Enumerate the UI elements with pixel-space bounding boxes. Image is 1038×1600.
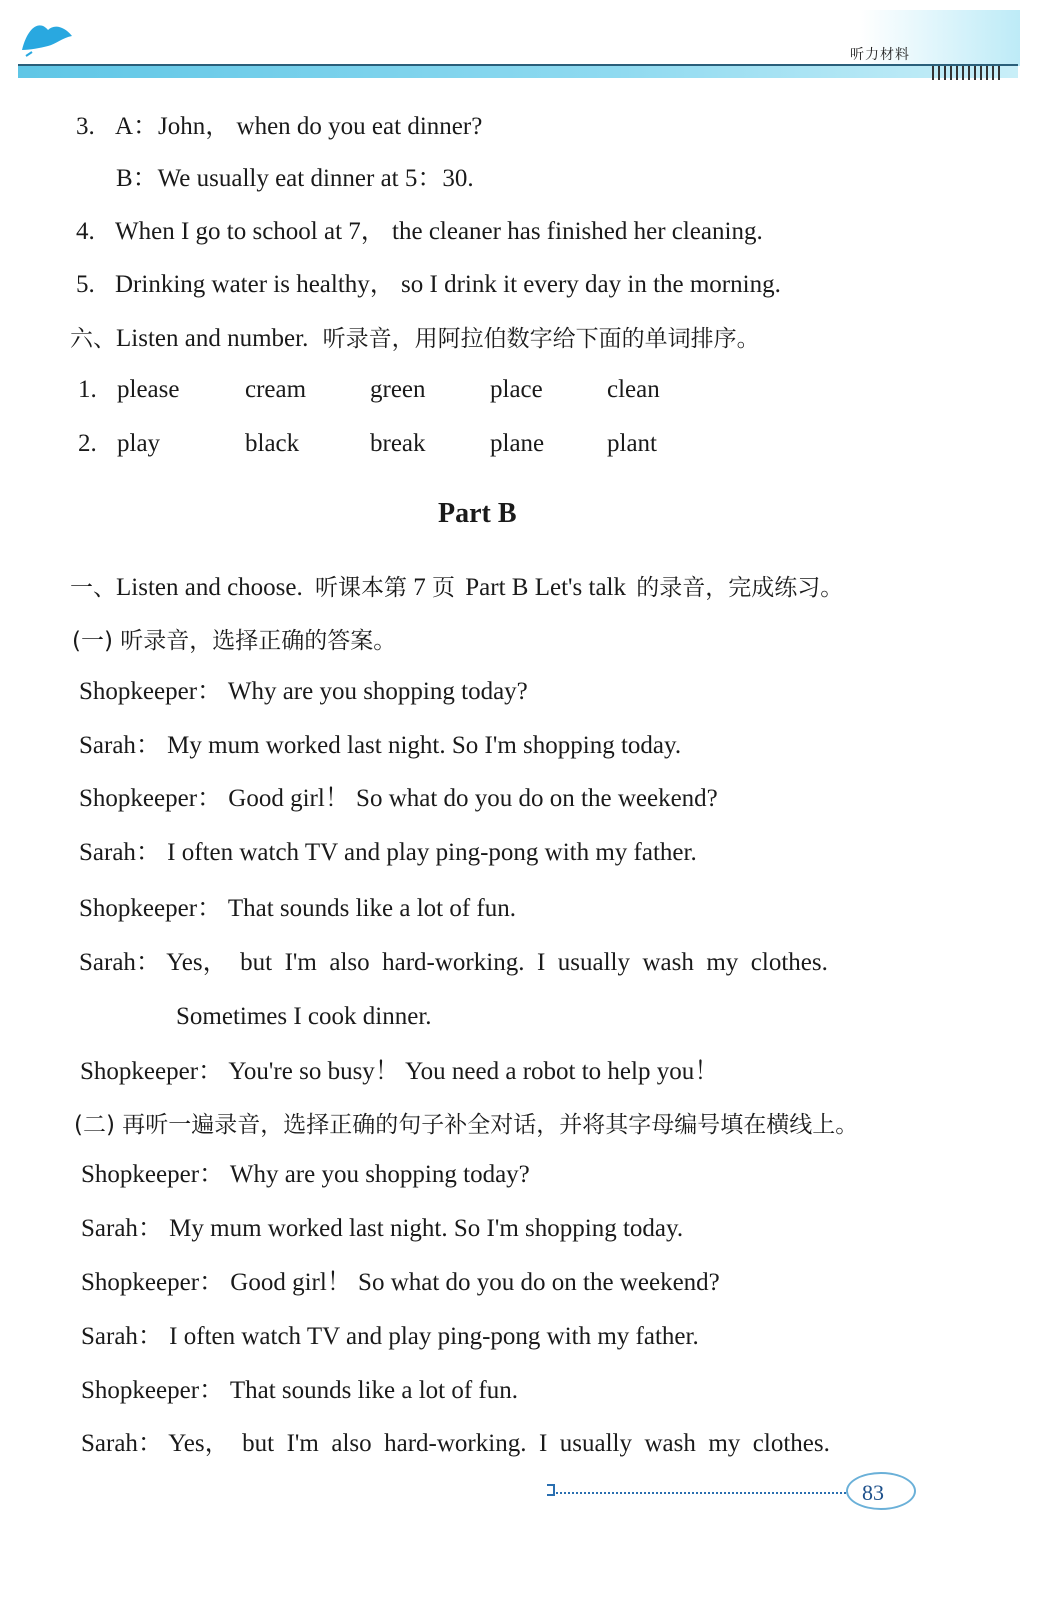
word-item: cream <box>245 376 307 403</box>
page-number: 83 <box>862 1480 884 1505</box>
utterance: Why are you shopping today? <box>227 678 528 705</box>
item-text: Drinking water is healthy， so I drink it every day in the morning. <box>115 271 781 298</box>
item-number: 5. <box>76 271 95 298</box>
footer-dotted-rule <box>556 1492 846 1494</box>
page-ref: 7 <box>413 574 426 601</box>
speaker: Sarah： <box>79 949 161 976</box>
item-3-reply <box>116 164 474 194</box>
dialogue-line <box>79 731 681 761</box>
dialogue-line-continued <box>176 1002 432 1032</box>
utterance: Good girl！ So what do you do on the weekend? <box>228 785 718 812</box>
header-barcode-decor <box>932 66 1002 80</box>
header-band <box>18 66 1018 78</box>
speaker: Shopkeeper： <box>81 1161 225 1188</box>
footer-bracket-icon <box>547 1484 555 1496</box>
word-item: plant <box>607 430 657 457</box>
utterance: Good girl！ So what do you do on the weekend? <box>230 1269 720 1296</box>
speaker: Shopkeeper： <box>81 1377 225 1404</box>
dialogue-line <box>81 1214 683 1244</box>
item-number: 4. <box>76 218 95 245</box>
dialogue-line <box>79 784 718 814</box>
dialogue-line <box>81 1322 699 1352</box>
sub-heading-1: (一) 听录音，选择正确的答案。 <box>72 628 397 654</box>
word-item: play <box>117 430 161 457</box>
dialogue-line <box>79 677 528 707</box>
item-text: B：We usually eat dinner at 5：30. <box>116 165 474 192</box>
dialogue-line <box>79 838 697 868</box>
dialogue-line <box>81 1429 830 1459</box>
row-number: 2. <box>78 430 97 457</box>
utterance: Yes， but I'm also hard-working. I usually wash my clothes. <box>168 1430 830 1457</box>
speaker: Sarah： <box>81 1430 163 1457</box>
dialogue-line <box>80 1057 719 1087</box>
speaker: Sarah： <box>79 839 161 866</box>
speaker: Shopkeeper： <box>79 785 223 812</box>
section-cn: 页 <box>432 575 456 601</box>
word-item: clean <box>607 376 660 403</box>
utterance: That sounds like a lot of fun. <box>227 895 516 922</box>
header-title: 听力材料 <box>850 47 910 63</box>
word-item: break <box>370 430 426 457</box>
dialogue-line <box>81 1160 530 1190</box>
dialogue-line <box>79 948 828 978</box>
section-six-heading <box>70 324 760 354</box>
word-item: black <box>245 430 300 457</box>
sub-heading-2: (二) 再听一遍录音，选择正确的句子补全对话，并将其字母编号填在横线上。 <box>74 1112 859 1138</box>
section-label: 一、 <box>70 575 116 601</box>
bird-logo-icon <box>18 16 78 60</box>
speaker: Sarah： <box>81 1215 163 1242</box>
part-b-section-one-heading <box>70 573 843 603</box>
word-item: place <box>490 376 543 403</box>
utterance: That sounds like a lot of fun. <box>229 1377 518 1404</box>
speaker: Shopkeeper： <box>81 1269 225 1296</box>
utterance: My mum worked last night. So I'm shopping today. <box>169 1215 684 1242</box>
dialogue-line <box>81 1376 518 1406</box>
item-number: 3. <box>76 113 95 140</box>
section-en: Listen and choose. <box>116 574 303 601</box>
item-3 <box>76 112 482 142</box>
speaker: Sarah： <box>81 1323 163 1350</box>
utterance: Sometimes I cook dinner. <box>176 1003 432 1030</box>
word-item: green <box>370 376 426 403</box>
word-item: please <box>117 376 180 403</box>
section-cn: 听录音，用阿拉伯数字给下面的单词排序。 <box>322 326 760 352</box>
utterance: You're so busy！ You need a robot to help you！ <box>228 1058 720 1085</box>
lesson-ref: Part B Let's talk <box>465 574 626 601</box>
item-5 <box>76 270 781 300</box>
section-cn: 的录音，完成练习。 <box>636 575 844 601</box>
section-label: 六、 <box>70 326 116 352</box>
dialogue-line <box>81 1268 720 1298</box>
part-b-title: Part B <box>438 498 517 529</box>
speaker: Shopkeeper： <box>80 1058 224 1085</box>
section-en: Listen and number. <box>116 325 309 352</box>
word-item: plane <box>490 430 545 457</box>
section-cn: 听课本第 <box>315 575 408 601</box>
speaker: Shopkeeper： <box>79 678 223 705</box>
item-text: When I go to school at 7， the cleaner has finished her cleaning. <box>115 218 763 245</box>
item-text: A：John， when do you eat dinner? <box>115 113 483 140</box>
utterance: My mum worked last night. So I'm shopping today. <box>167 732 682 759</box>
utterance: Why are you shopping today? <box>229 1161 530 1188</box>
utterance: I often watch TV and play ping-pong with my father. <box>167 839 697 866</box>
page-header <box>0 0 1038 90</box>
utterance: I often watch TV and play ping-pong with my father. <box>169 1323 699 1350</box>
speaker: Shopkeeper： <box>79 895 223 922</box>
row-number: 1. <box>78 376 97 403</box>
dialogue-line <box>79 894 516 924</box>
speaker: Sarah： <box>79 732 161 759</box>
item-4 <box>76 217 763 247</box>
utterance: Yes， but I'm also hard-working. I usually wash my clothes. <box>166 949 828 976</box>
